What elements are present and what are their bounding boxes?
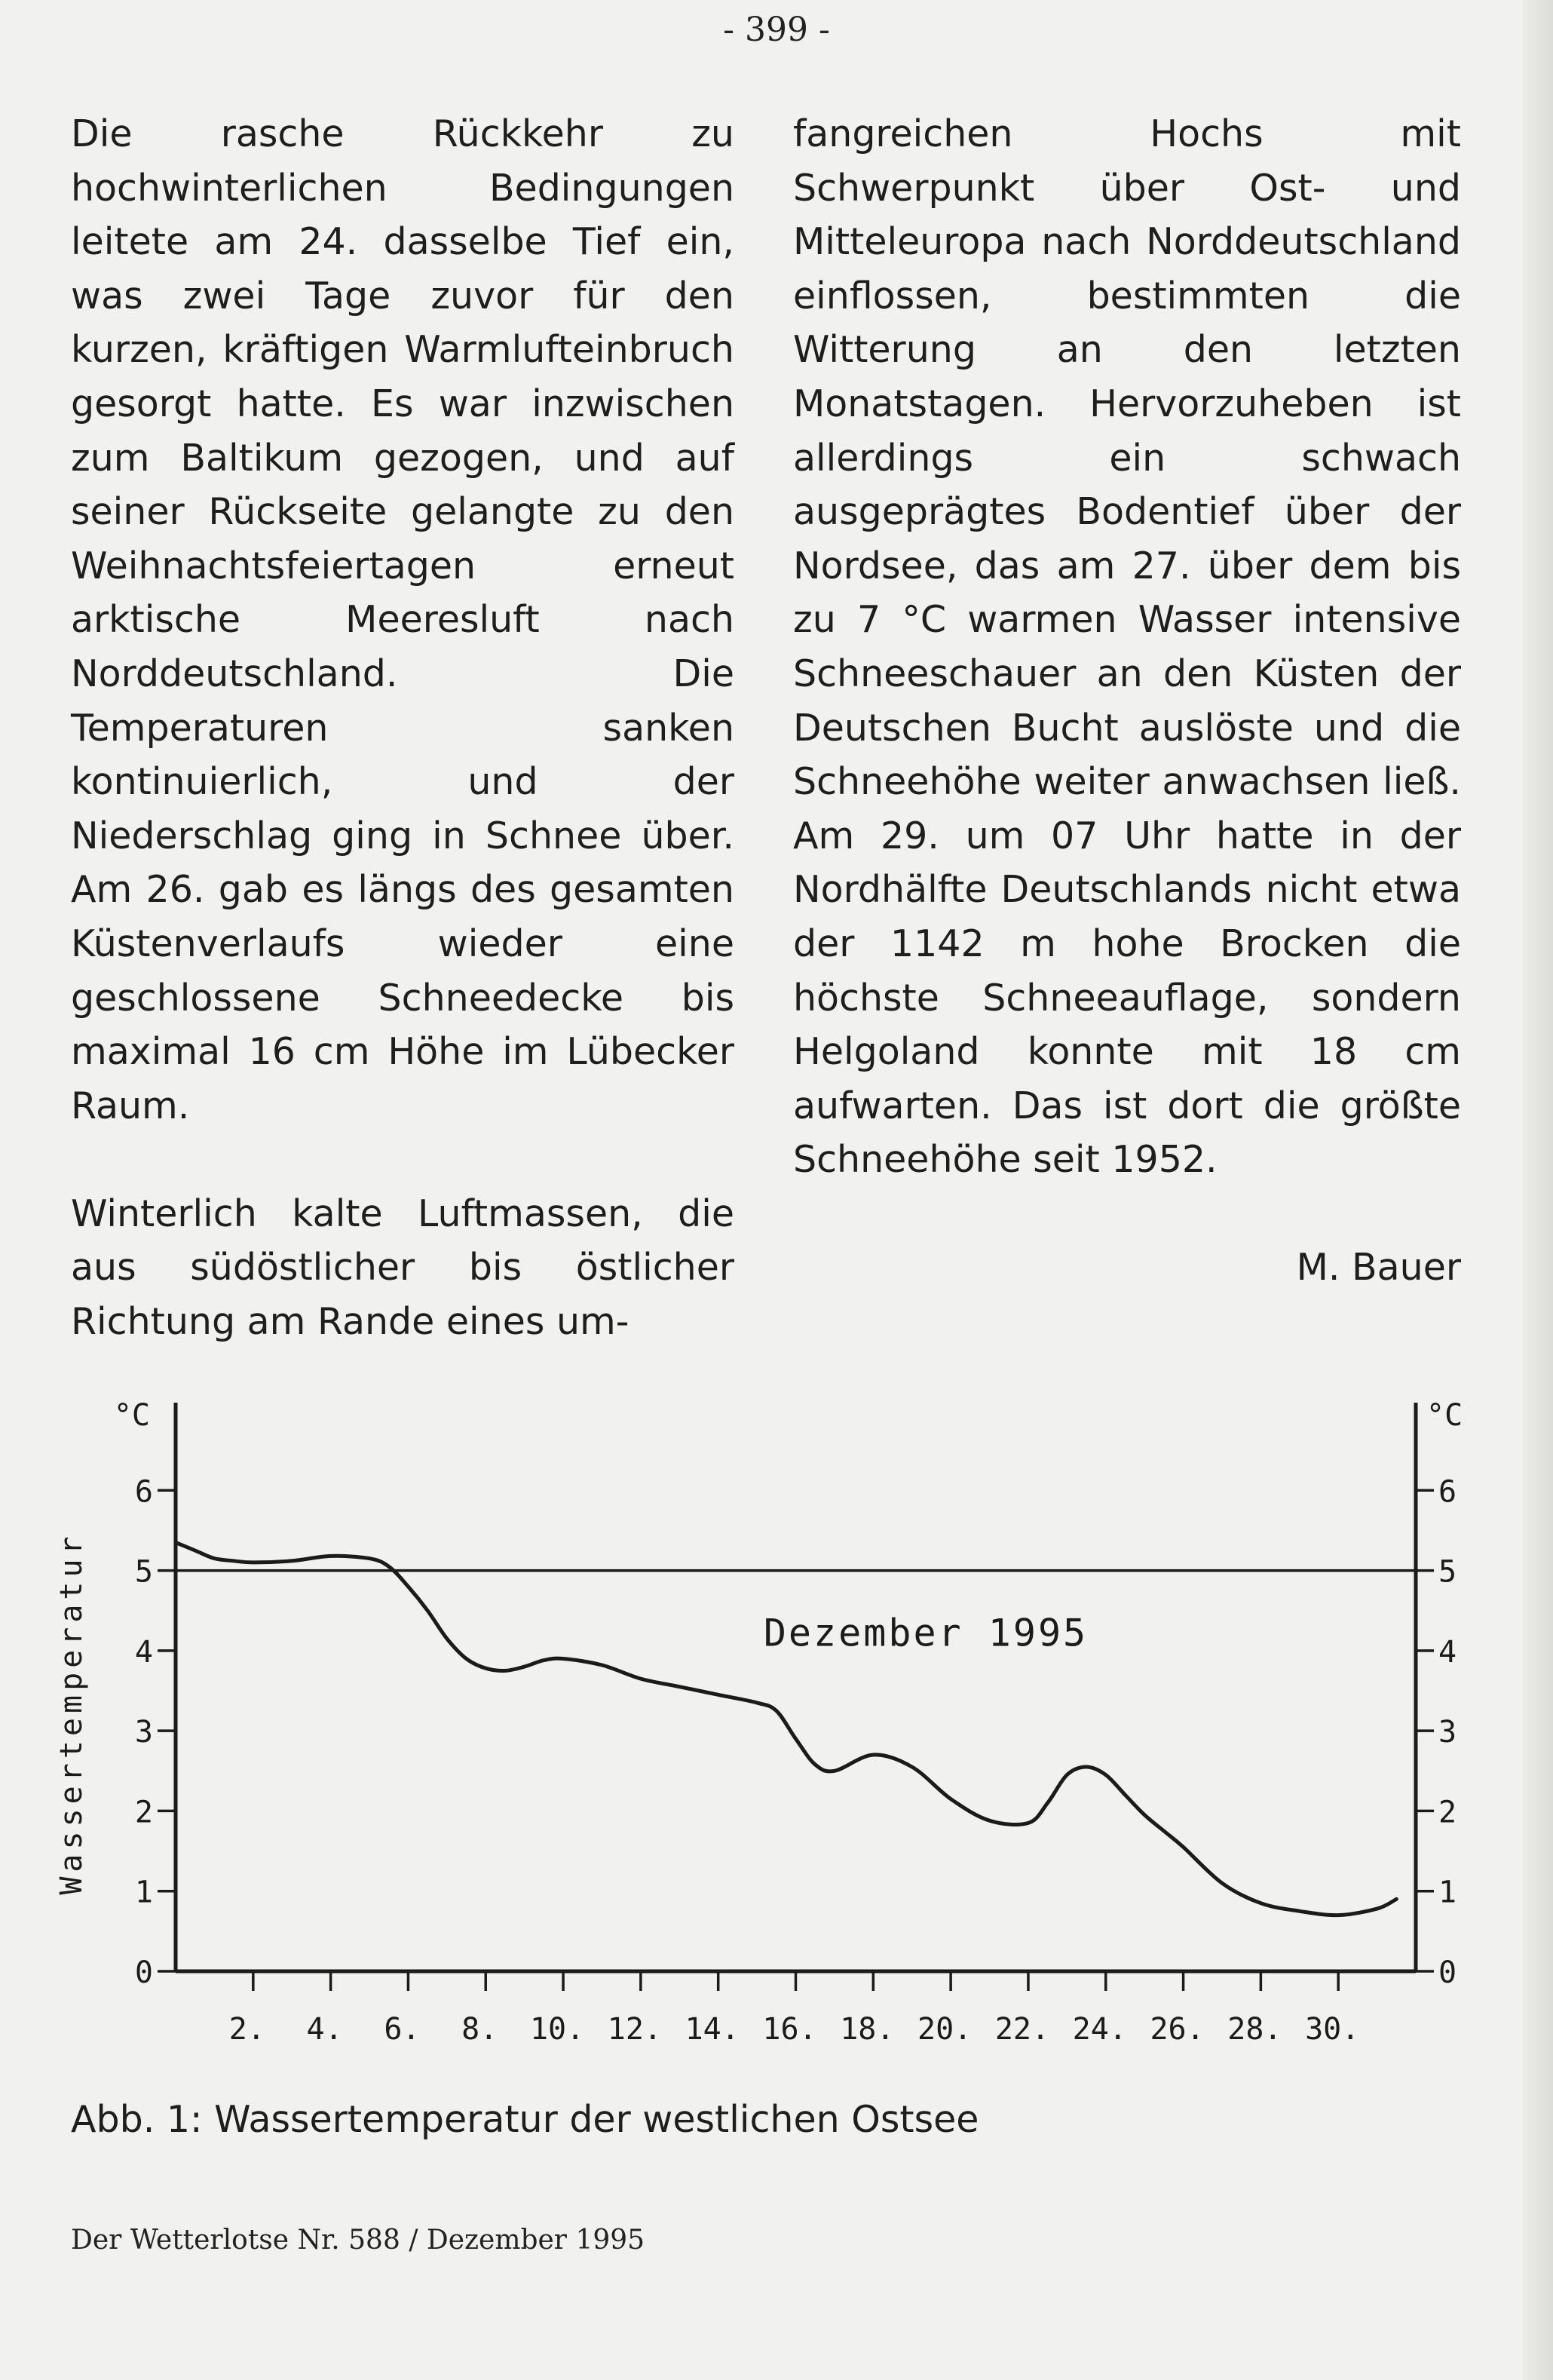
page-number: - 399 - — [723, 11, 830, 49]
x-tick-label: 30. — [1305, 2012, 1360, 2047]
text-column-left — [71, 107, 734, 1349]
x-tick-label: 16. — [762, 2012, 817, 2047]
y-axis-title: Wassertemperatur — [54, 1532, 89, 1895]
x-tick-label: 10. — [529, 2012, 585, 2047]
y-unit-label-right: °C — [1426, 1398, 1463, 1433]
page-footer: Der Wetterlotse Nr. 588 / Dezember 1995 — [71, 2225, 645, 2256]
y-tick-label-left: 2 — [134, 1795, 153, 1830]
x-tick-label: 26. — [1150, 2012, 1205, 2047]
y-tick-label-right: 2 — [1438, 1795, 1457, 1830]
x-tick-label: 28. — [1227, 2012, 1282, 2047]
figure-caption: Abb. 1: Wassertemperatur der westlichen Ostsee — [71, 2098, 979, 2141]
y-tick-label-left: 1 — [134, 1875, 153, 1910]
author-signature: M. Bauer — [1296, 1246, 1461, 1290]
x-tick-label: 4. — [306, 2012, 343, 2047]
y-tick-label-left: 5 — [134, 1554, 153, 1590]
y-tick-label-right: 5 — [1438, 1554, 1457, 1590]
y-tick-label-left: 3 — [134, 1715, 153, 1750]
text-column-right — [793, 107, 1461, 1295]
y-unit-label-left: °C — [113, 1398, 150, 1433]
x-tick-label: 18. — [840, 2012, 895, 2047]
x-tick-label: 6. — [384, 2012, 421, 2047]
y-tick-label-right: 3 — [1438, 1715, 1457, 1750]
y-tick-label-left: 4 — [134, 1634, 153, 1670]
paragraph: Winterlich kalte Luftmassen, die aus südöstlicher bis östlicher Richtung am Rande eines um- — [71, 1192, 734, 1344]
series-line-wassertemperatur — [176, 1542, 1396, 1915]
x-tick-label: 20. — [917, 2012, 973, 2047]
water-temperature-chart — [0, 1372, 1553, 2081]
paragraph: Die rasche Rückkehr zu hochwinterlichen Bedingungen leitete am 24. dasselbe Tief ein, was zwei Tage zuvor für den kurzen, kräftigen Warmlufteinbruch gesorgt hatte. Es war inzwischen zum Baltikum gezogen, und auf seiner Rückseite gelangte zu den Weihnachtsfeiertagen erneut arktische Meeresluft nach Norddeutschland. Die Temperaturen sanken kontinuierlich, und der Niederschlag ging in Schnee über. Am 26. gab es längs des gesamten Küstenverlaufs wieder eine geschlossene Schneedecke bis maximal 16 cm Höhe im Lübecker Raum. — [71, 112, 734, 1127]
y-tick-label-right: 0 — [1438, 1955, 1457, 1990]
x-tick-label: 2. — [228, 2012, 265, 2047]
x-tick-label: 22. — [994, 2012, 1050, 2047]
chart-title: Dezember 1995 — [763, 1611, 1089, 1655]
y-tick-label-left: 6 — [134, 1474, 153, 1510]
y-tick-label-left: 0 — [134, 1955, 153, 1990]
x-tick-label: 14. — [685, 2012, 740, 2047]
paragraph: fangreichen Hochs mit Schwerpunkt über Ost- und Mitteleuropa nach Norddeutschland einflossen, bestimmten die Witterung an den letzten Monatstagen. Hervorzuheben ist allerdings ein schwach ausgeprägtes Bodentief über der Nordsee, das am 27. über dem bis zu 7 °C warmen Wasser intensive Schneeschauer an den Küsten der Deutschen Bucht auslöste und die Schneehöhe weiter anwachsen ließ. Am 29. um 07 Uhr hatte in der Nordhälfte Deutschlands nicht etwa der 1142 m hohe Brocken die höchste Schneeauflage, sondern Helgoland konnte mit 18 cm aufwarten. Das ist dort die größte Schneehöhe seit 1952. — [793, 112, 1461, 1182]
y-tick-label-right: 4 — [1438, 1634, 1457, 1670]
x-tick-label: 24. — [1072, 2012, 1127, 2047]
x-tick-label: 12. — [607, 2012, 662, 2047]
x-tick-label: 8. — [461, 2012, 498, 2047]
y-tick-label-right: 6 — [1438, 1474, 1457, 1510]
y-tick-label-right: 1 — [1438, 1875, 1457, 1910]
